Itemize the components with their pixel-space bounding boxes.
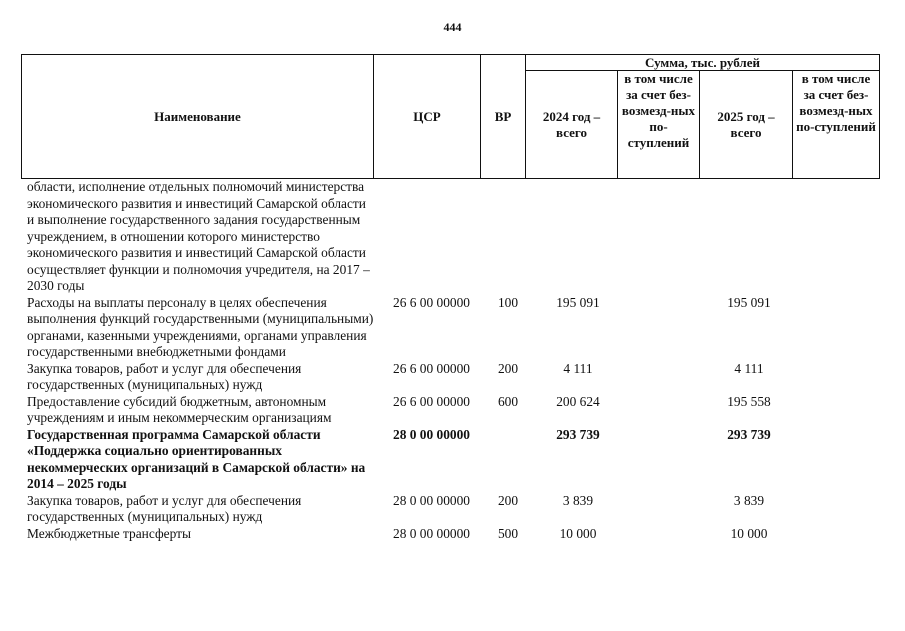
row-2025-total: 195 091 [727, 294, 771, 310]
row-2024-incl [623, 295, 703, 361]
row-name: Государственная программа Самарской области «Поддержка социально ориентированных некоммерческих организаций в Самарской области» на 2014 – 2025 годы [27, 426, 366, 491]
col-header-sum-group: Сумма, тыс. рублей [526, 55, 880, 71]
col-header-2025-incl: в том числе за счет без-возмезд-ных по-ступлений [793, 71, 880, 179]
row-name: Предоставление субсидий бюджетным, автономным учреждениям и иным некоммерческим организациям [27, 393, 332, 425]
row-2024-total [533, 179, 623, 295]
row-2024-total: 3 839 [562, 492, 594, 508]
row-name: Закупка товаров, работ и услуг для обеспечения государственных (муниципальных) нужд [27, 360, 302, 392]
row-csr: 28 0 00 00000 [393, 426, 470, 442]
table-row [25, 394, 795, 427]
row-name: Закупка товаров, работ и услуг для обеспечения государственных (муниципальных) нужд [27, 492, 302, 524]
row-2024-total: 4 111 [563, 360, 593, 376]
row-name: Межбюджетные трансферты [27, 525, 191, 541]
row-vr: 200 [497, 360, 519, 376]
col-header-2024-total: 2024 год – всего [526, 71, 618, 179]
row-2025-total: 10 000 [730, 525, 768, 541]
row-csr [380, 179, 483, 295]
table-row-program [25, 427, 795, 493]
table-row [25, 179, 795, 295]
row-2024-total: 195 091 [556, 294, 600, 310]
table-body [25, 179, 795, 542]
row-2025-total [703, 179, 795, 295]
row-vr [483, 179, 533, 295]
row-2024-incl [623, 361, 703, 394]
row-2024-incl [623, 493, 703, 526]
row-2024-incl [623, 427, 703, 493]
row-vr [483, 427, 533, 493]
col-header-vr: ВР [481, 55, 526, 179]
row-2024-incl [623, 394, 703, 427]
row-csr: 28 0 00 00000 [393, 525, 470, 541]
row-csr: 26 6 00 00000 [393, 393, 470, 409]
row-csr: 26 6 00 00000 [393, 360, 470, 376]
col-header-2024-incl: в том числе за счет без-возмезд-ных по-ступлений [618, 71, 700, 179]
col-header-csr: ЦСР [374, 55, 481, 179]
row-2024-incl [623, 179, 703, 295]
row-vr: 100 [497, 294, 519, 310]
row-2025-total: 4 111 [734, 360, 764, 376]
row-2025-total: 3 839 [733, 492, 765, 508]
row-name: области, исполнение отдельных полномочий министерства экономического развития и инвестиций Самарской области и выполнение государственного задания государственным учреждением, в отношении которого министерство экономического развития и инвестиций Самарской области осуществляет функции и полномочия учредителя, на 2017 – 2030 годы [27, 179, 370, 293]
table-row [25, 295, 795, 361]
page-number: 444 [443, 20, 462, 34]
row-2025-total: 195 558 [727, 393, 771, 409]
table-row [25, 526, 795, 543]
row-2024-incl [623, 526, 703, 543]
row-2025-total: 293 739 [727, 426, 771, 442]
row-csr: 28 0 00 00000 [393, 492, 470, 508]
row-2024-total: 293 739 [556, 426, 600, 442]
col-header-name: Наименование [22, 55, 374, 179]
col-header-2025-total: 2025 год – всего [700, 71, 793, 179]
row-vr: 200 [497, 492, 519, 508]
table-header [21, 54, 880, 179]
table-row [25, 361, 795, 394]
row-2024-total: 200 624 [556, 393, 600, 409]
row-csr: 26 6 00 00000 [393, 294, 470, 310]
row-name: Расходы на выплаты персоналу в целях обеспечения выполнения функций государственными (муниципальными) органами, казенными учреждениями, органами управления государственными внебюджетными фондами [27, 294, 374, 359]
table-row [25, 493, 795, 526]
row-vr: 500 [497, 525, 519, 541]
row-2024-total: 10 000 [559, 525, 597, 541]
table-rows [25, 179, 795, 542]
row-vr: 600 [497, 393, 519, 409]
